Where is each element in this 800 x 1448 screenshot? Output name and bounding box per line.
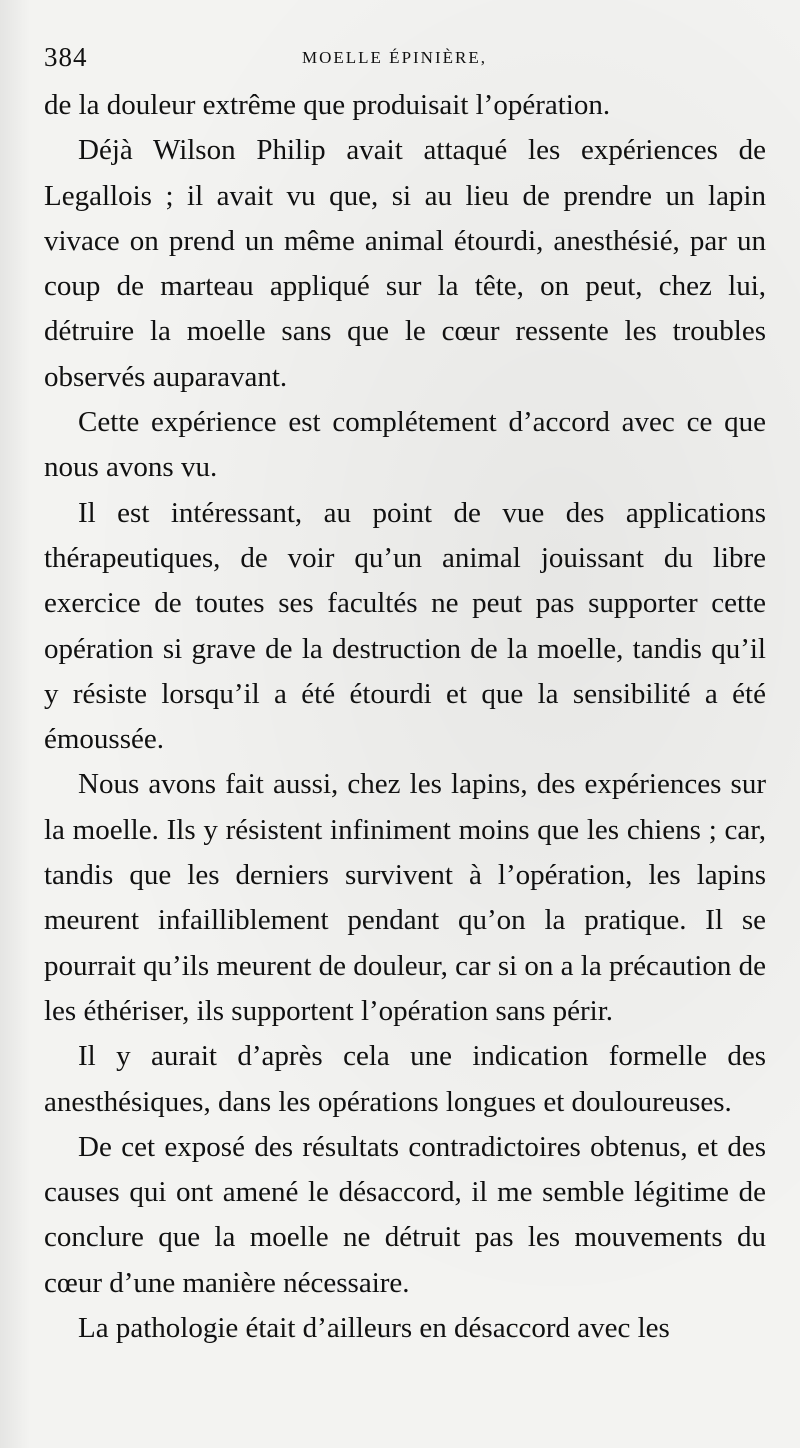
paragraph-continuation: de la douleur extrême que produisait l’opération. [44,89,611,121]
page-header [44,42,774,82]
paragraph-experience-accord: Cette expérience est complétement d’accord avec ce que nous avons vu. [44,406,766,484]
paragraph-pathologie: La pathologie était d’ailleurs en désaccord avec les [78,1312,670,1345]
page-number: 384 [44,42,88,72]
running-head: MOELLE ÉPINIÈRE, [302,48,487,67]
body-text [44,83,766,1351]
paragraph-conclusion: De cet exposé des résultats contradictoires obtenus, et des causes qui ont amené le désaccord, il me semble légitime de conclure que la moelle ne détruit pas les mouvements du cœur d’une manière nécessaire. [44,1130,766,1299]
paragraph-lapins: Nous avons fait aussi, chez les lapins, des expériences sur la moelle. Ils y résistent infiniment moins que les chiens ; car, tandis que les derniers survivent à l’opération, les lapins meurent infailliblement pendant qu’on la pratique. Il se pourrait qu’ils meurent de douleur, car si on a la précaution de les éthériser, ils supportent l’opération sans périr. [44,768,766,1027]
paragraph-anesthesiques: Il y aurait d’après cela une indication formelle des anesthésiques, dans les opérations longues et douloureuses. [44,1040,766,1118]
paragraph-wilson-philip: Déjà Wilson Philip avait attaqué les expériences de Legallois ; il avait vu que, si au lieu de prendre un lapin vivace on prend un même animal étourdi, anesthésié, par un coup de marteau appliqué sur la tête, on peut, chez lui, détruire la moelle sans que le cœur ressente les troubles observés auparavant. [44,134,766,393]
paragraph-applications-therapeutiques: Il est intéressant, au point de vue des applications thérapeutiques, de voir qu’un animal jouissant du libre exercice de toutes ses facultés ne peut pas supporter cette opération si grave de la destruction de la moelle, tandis qu’il y résiste lorsqu’il a été étourdi et que la sensibilité a été émoussée. [44,496,766,756]
